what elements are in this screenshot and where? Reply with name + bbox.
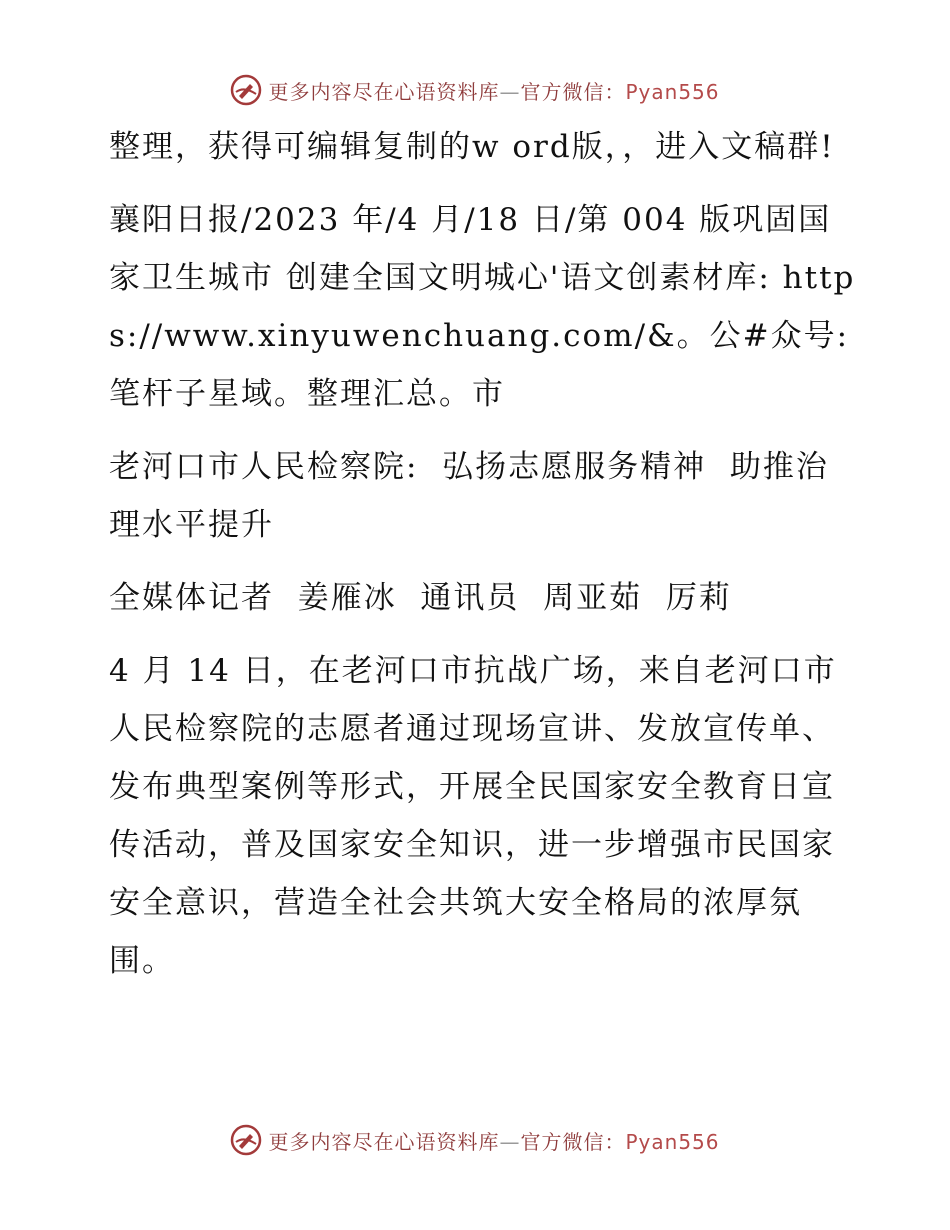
document-body <box>97 118 861 1005</box>
watermark-title: 更多内容尽在心语资料库 <box>268 79 500 104</box>
watermark-footer <box>0 1120 950 1160</box>
watermark-handle: Pyan556 <box>625 79 720 104</box>
watermark-header <box>0 70 950 110</box>
watermark-separator: — <box>499 1129 521 1154</box>
pen-logo-icon <box>230 1124 262 1156</box>
watermark-separator: — <box>499 79 521 104</box>
watermark-official: 官方微信： <box>520 79 626 104</box>
watermark-text <box>268 1126 719 1155</box>
pen-logo-icon <box>230 74 262 106</box>
article-title: 老河口市人民检察院: 弘扬志愿服务精神 助推治理水平提升 <box>109 449 829 543</box>
paragraph-body: 4 月 14 日，在老河口市抗战广场，来自老河口市人民检察院的志愿者通过现场宣讲、发放宣传单、发布典型案例等形式，开展全民国家安全教育日宣传活动，普及国家安全知识，进一步增强市民国家安全意识，营造全社会共筑大安全格局的浓厚氛围。 <box>109 653 837 979</box>
watermark-official: 官方微信： <box>520 1129 626 1154</box>
watermark-title: 更多内容尽在心语资料库 <box>268 1129 500 1154</box>
paragraph-source: 襄阳日报/2023 年/4 月/18 日/第 004 版巩固国家卫生城市 创建全国文明城心'语文创素材库: https://www.xinyuwenchuang.com/&。公#众号: 笔杆子星域。整理汇总。市 <box>109 202 861 412</box>
watermark-handle: Pyan556 <box>625 1129 720 1154</box>
byline: 全媒体记者 姜雁冰 通讯员 周亚茹 厉莉 <box>109 580 732 616</box>
paragraph-intro: 整理，获得可编辑复制的w ord版，，进入文稿群! <box>109 129 835 165</box>
watermark-text <box>268 76 719 105</box>
